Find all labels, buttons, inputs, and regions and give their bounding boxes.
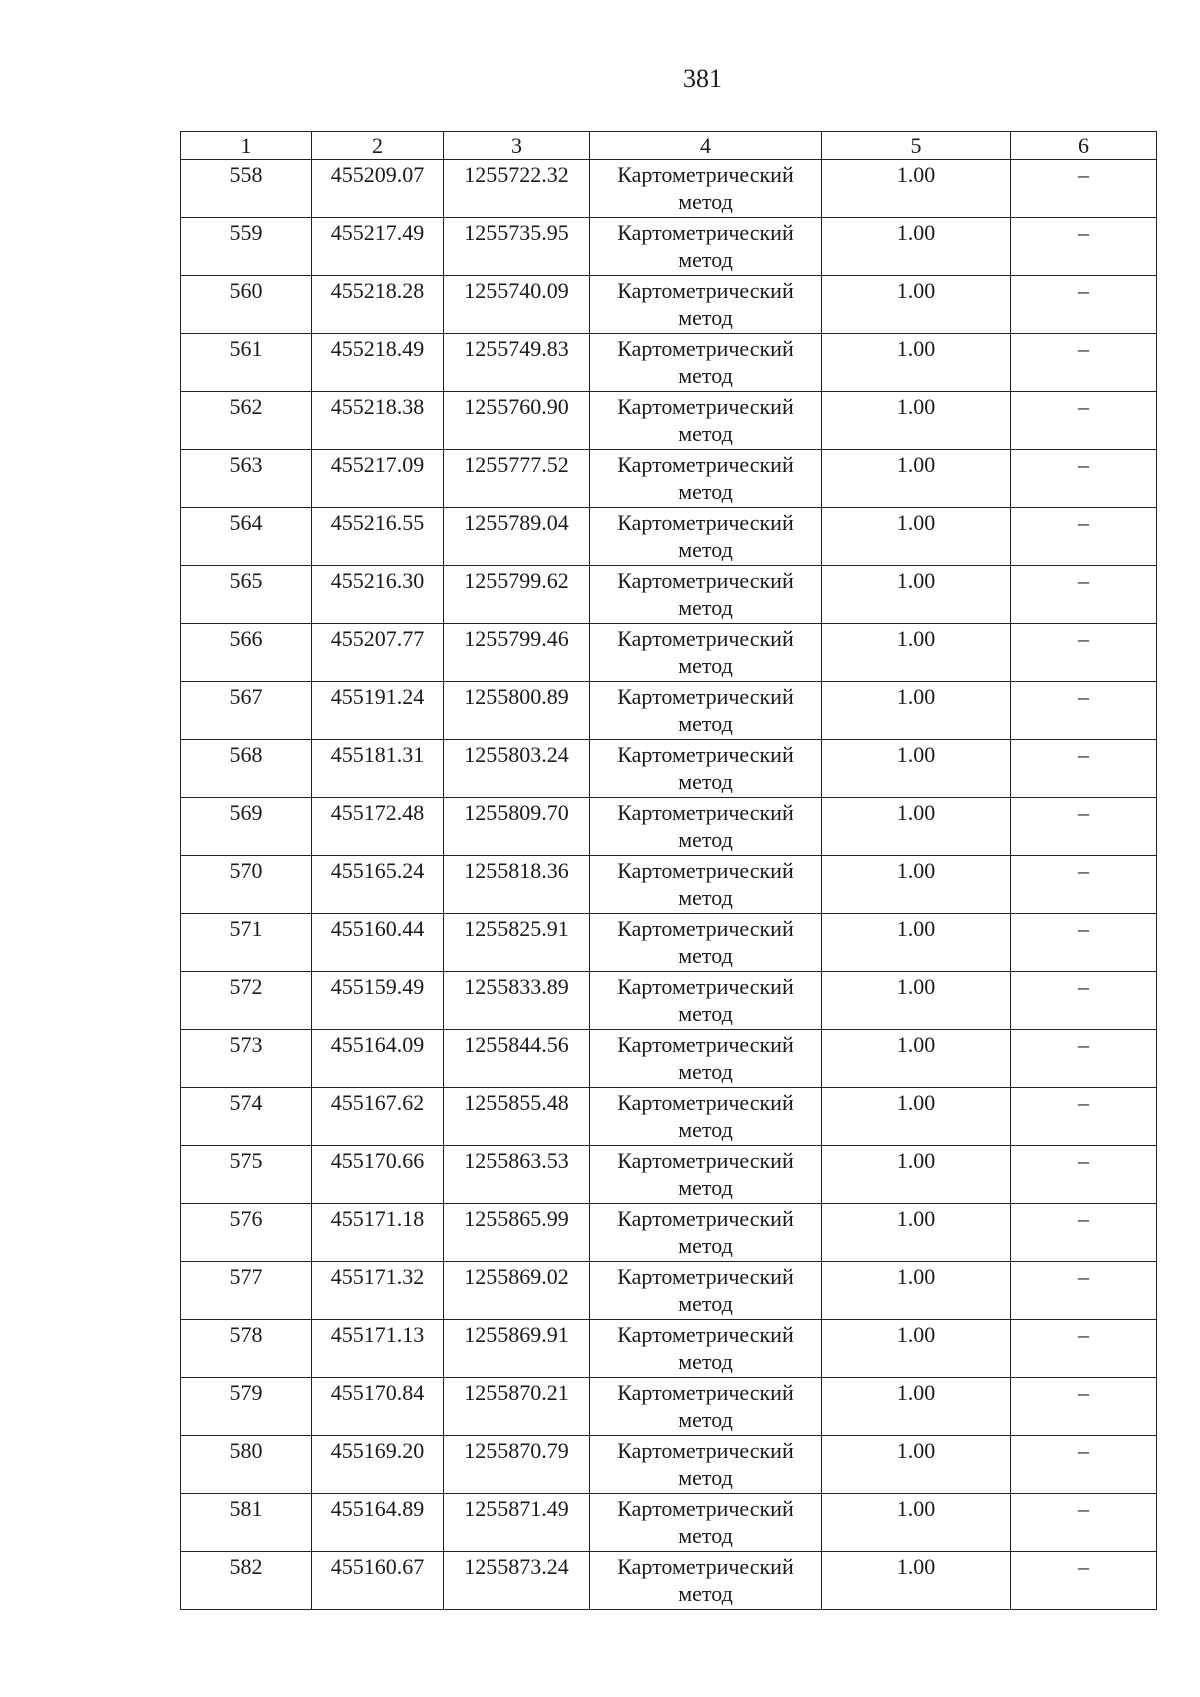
table-row — [181, 740, 1157, 798]
method-line-1: Картометрический — [617, 916, 794, 941]
method-cell — [590, 624, 822, 682]
description-cell: – — [1011, 160, 1157, 218]
method-line-1: Картометрический — [617, 394, 794, 419]
accuracy-cell: 1.00 — [822, 1436, 1011, 1494]
accuracy-cell: 1.00 — [822, 1552, 1011, 1610]
x-coordinate-cell: 455218.49 — [312, 334, 444, 392]
accuracy-cell: 1.00 — [822, 392, 1011, 450]
x-coordinate-cell: 455172.48 — [312, 798, 444, 856]
table-row — [181, 682, 1157, 740]
accuracy-cell: 1.00 — [822, 160, 1011, 218]
description-cell: – — [1011, 566, 1157, 624]
method-line-2: метод — [678, 1523, 733, 1548]
method-cell — [590, 160, 822, 218]
coordinates-table — [180, 131, 1157, 1610]
accuracy-cell: 1.00 — [822, 218, 1011, 276]
method-line-2: метод — [678, 885, 733, 910]
description-cell: – — [1011, 1204, 1157, 1262]
method-cell — [590, 682, 822, 740]
method-line-1: Картометрический — [617, 742, 794, 767]
description-cell: – — [1011, 508, 1157, 566]
table-row — [181, 1494, 1157, 1552]
method-cell — [590, 392, 822, 450]
accuracy-cell: 1.00 — [822, 1088, 1011, 1146]
method-line-1: Картометрический — [617, 1496, 794, 1521]
method-line-1: Картометрический — [617, 858, 794, 883]
column-header: 6 — [1011, 132, 1157, 160]
method-line-1: Картометрический — [617, 1380, 794, 1405]
y-coordinate-cell: 1255825.91 — [444, 914, 590, 972]
description-cell: – — [1011, 1436, 1157, 1494]
method-line-1: Картометрический — [617, 1322, 794, 1347]
method-line-1: Картометрический — [617, 162, 794, 187]
method-cell — [590, 914, 822, 972]
table-row — [181, 276, 1157, 334]
method-line-1: Картометрический — [617, 278, 794, 303]
point-number-cell: 566 — [181, 624, 312, 682]
method-line-1: Картометрический — [617, 1090, 794, 1115]
method-line-2: метод — [678, 247, 733, 272]
table-row — [181, 566, 1157, 624]
accuracy-cell: 1.00 — [822, 1494, 1011, 1552]
description-cell: – — [1011, 450, 1157, 508]
method-line-2: метод — [678, 1291, 733, 1316]
column-header: 2 — [312, 132, 444, 160]
y-coordinate-cell: 1255818.36 — [444, 856, 590, 914]
x-coordinate-cell: 455171.32 — [312, 1262, 444, 1320]
method-cell — [590, 1088, 822, 1146]
table-row — [181, 1552, 1157, 1610]
point-number-cell: 567 — [181, 682, 312, 740]
method-line-1: Картометрический — [617, 1206, 794, 1231]
description-cell: – — [1011, 914, 1157, 972]
x-coordinate-cell: 455164.89 — [312, 1494, 444, 1552]
description-cell: – — [1011, 1146, 1157, 1204]
table-row — [181, 624, 1157, 682]
method-line-2: метод — [678, 305, 733, 330]
table-row — [181, 1088, 1157, 1146]
point-number-cell: 564 — [181, 508, 312, 566]
column-header: 5 — [822, 132, 1011, 160]
x-coordinate-cell: 455170.66 — [312, 1146, 444, 1204]
page-number-text: 381 — [683, 64, 722, 93]
method-cell — [590, 798, 822, 856]
method-line-1: Картометрический — [617, 800, 794, 825]
table-row — [181, 218, 1157, 276]
accuracy-cell: 1.00 — [822, 1204, 1011, 1262]
accuracy-cell: 1.00 — [822, 914, 1011, 972]
description-cell: – — [1011, 1262, 1157, 1320]
x-coordinate-cell: 455181.31 — [312, 740, 444, 798]
y-coordinate-cell: 1255749.83 — [444, 334, 590, 392]
table-row — [181, 1030, 1157, 1088]
point-number-cell: 570 — [181, 856, 312, 914]
point-number-cell: 563 — [181, 450, 312, 508]
point-number-cell: 577 — [181, 1262, 312, 1320]
page-number — [0, 64, 1200, 94]
description-cell: – — [1011, 1378, 1157, 1436]
description-cell: – — [1011, 1494, 1157, 1552]
accuracy-cell: 1.00 — [822, 682, 1011, 740]
accuracy-cell: 1.00 — [822, 1378, 1011, 1436]
method-line-1: Картометрический — [617, 1554, 794, 1579]
x-coordinate-cell: 455216.55 — [312, 508, 444, 566]
method-line-2: метод — [678, 595, 733, 620]
method-line-2: метод — [678, 1581, 733, 1606]
accuracy-cell: 1.00 — [822, 1262, 1011, 1320]
accuracy-cell: 1.00 — [822, 334, 1011, 392]
table-row — [181, 1320, 1157, 1378]
table-row — [181, 1378, 1157, 1436]
y-coordinate-cell: 1255855.48 — [444, 1088, 590, 1146]
table-row — [181, 508, 1157, 566]
point-number-cell: 560 — [181, 276, 312, 334]
method-cell — [590, 566, 822, 624]
x-coordinate-cell: 455209.07 — [312, 160, 444, 218]
point-number-cell: 580 — [181, 1436, 312, 1494]
table-row — [181, 798, 1157, 856]
y-coordinate-cell: 1255865.99 — [444, 1204, 590, 1262]
description-cell: – — [1011, 276, 1157, 334]
method-cell — [590, 334, 822, 392]
method-line-2: метод — [678, 363, 733, 388]
point-number-cell: 568 — [181, 740, 312, 798]
y-coordinate-cell: 1255735.95 — [444, 218, 590, 276]
table-header-row — [181, 132, 1157, 160]
method-cell — [590, 1262, 822, 1320]
description-cell: – — [1011, 334, 1157, 392]
y-coordinate-cell: 1255869.02 — [444, 1262, 590, 1320]
method-line-1: Картометрический — [617, 336, 794, 361]
accuracy-cell: 1.00 — [822, 508, 1011, 566]
method-cell — [590, 276, 822, 334]
method-line-1: Картометрический — [617, 1264, 794, 1289]
column-header: 4 — [590, 132, 822, 160]
description-cell: – — [1011, 972, 1157, 1030]
table-row — [181, 1204, 1157, 1262]
method-cell — [590, 1204, 822, 1262]
method-line-2: метод — [678, 537, 733, 562]
y-coordinate-cell: 1255789.04 — [444, 508, 590, 566]
x-coordinate-cell: 455218.28 — [312, 276, 444, 334]
method-cell — [590, 218, 822, 276]
description-cell: – — [1011, 1088, 1157, 1146]
method-line-1: Картометрический — [617, 1032, 794, 1057]
y-coordinate-cell: 1255777.52 — [444, 450, 590, 508]
point-number-cell: 572 — [181, 972, 312, 1030]
table-row — [181, 450, 1157, 508]
point-number-cell: 565 — [181, 566, 312, 624]
x-coordinate-cell: 455170.84 — [312, 1378, 444, 1436]
method-line-2: метод — [678, 421, 733, 446]
method-line-2: метод — [678, 1175, 733, 1200]
method-line-2: метод — [678, 189, 733, 214]
description-cell: – — [1011, 1552, 1157, 1610]
description-cell: – — [1011, 682, 1157, 740]
accuracy-cell: 1.00 — [822, 972, 1011, 1030]
point-number-cell: 561 — [181, 334, 312, 392]
point-number-cell: 573 — [181, 1030, 312, 1088]
y-coordinate-cell: 1255800.89 — [444, 682, 590, 740]
y-coordinate-cell: 1255870.21 — [444, 1378, 590, 1436]
method-cell — [590, 1436, 822, 1494]
method-cell — [590, 1030, 822, 1088]
y-coordinate-cell: 1255833.89 — [444, 972, 590, 1030]
description-cell: – — [1011, 740, 1157, 798]
x-coordinate-cell: 455191.24 — [312, 682, 444, 740]
y-coordinate-cell: 1255740.09 — [444, 276, 590, 334]
accuracy-cell: 1.00 — [822, 798, 1011, 856]
table-row — [181, 856, 1157, 914]
description-cell: – — [1011, 624, 1157, 682]
point-number-cell: 582 — [181, 1552, 312, 1610]
method-cell — [590, 1320, 822, 1378]
method-line-1: Картометрический — [617, 626, 794, 651]
accuracy-cell: 1.00 — [822, 1320, 1011, 1378]
y-coordinate-cell: 1255760.90 — [444, 392, 590, 450]
point-number-cell: 578 — [181, 1320, 312, 1378]
point-number-cell: 575 — [181, 1146, 312, 1204]
description-cell: – — [1011, 1030, 1157, 1088]
method-cell — [590, 450, 822, 508]
y-coordinate-cell: 1255844.56 — [444, 1030, 590, 1088]
method-line-1: Картометрический — [617, 452, 794, 477]
y-coordinate-cell: 1255722.32 — [444, 160, 590, 218]
method-cell — [590, 856, 822, 914]
point-number-cell: 562 — [181, 392, 312, 450]
x-coordinate-cell: 455216.30 — [312, 566, 444, 624]
point-number-cell: 571 — [181, 914, 312, 972]
method-line-1: Картометрический — [617, 220, 794, 245]
x-coordinate-cell: 455217.09 — [312, 450, 444, 508]
table-row — [181, 160, 1157, 218]
method-line-2: метод — [678, 1059, 733, 1084]
method-cell — [590, 740, 822, 798]
point-number-cell: 559 — [181, 218, 312, 276]
x-coordinate-cell: 455167.62 — [312, 1088, 444, 1146]
table-row — [181, 334, 1157, 392]
method-line-1: Картометрический — [617, 510, 794, 535]
x-coordinate-cell: 455165.24 — [312, 856, 444, 914]
y-coordinate-cell: 1255803.24 — [444, 740, 590, 798]
column-header: 1 — [181, 132, 312, 160]
description-cell: – — [1011, 218, 1157, 276]
table-row — [181, 1262, 1157, 1320]
description-cell: – — [1011, 1320, 1157, 1378]
method-line-1: Картометрический — [617, 1148, 794, 1173]
method-cell — [590, 1552, 822, 1610]
y-coordinate-cell: 1255863.53 — [444, 1146, 590, 1204]
x-coordinate-cell: 455217.49 — [312, 218, 444, 276]
method-line-2: метод — [678, 711, 733, 736]
point-number-cell: 574 — [181, 1088, 312, 1146]
method-cell — [590, 508, 822, 566]
accuracy-cell: 1.00 — [822, 1146, 1011, 1204]
method-line-1: Картометрический — [617, 1438, 794, 1463]
point-number-cell: 579 — [181, 1378, 312, 1436]
method-line-2: метод — [678, 1001, 733, 1026]
point-number-cell: 558 — [181, 160, 312, 218]
method-line-1: Картометрический — [617, 974, 794, 999]
y-coordinate-cell: 1255873.24 — [444, 1552, 590, 1610]
table-row — [181, 392, 1157, 450]
method-line-2: метод — [678, 827, 733, 852]
accuracy-cell: 1.00 — [822, 276, 1011, 334]
y-coordinate-cell: 1255870.79 — [444, 1436, 590, 1494]
method-line-2: метод — [678, 1233, 733, 1258]
y-coordinate-cell: 1255799.46 — [444, 624, 590, 682]
accuracy-cell: 1.00 — [822, 856, 1011, 914]
x-coordinate-cell: 455159.49 — [312, 972, 444, 1030]
point-number-cell: 569 — [181, 798, 312, 856]
x-coordinate-cell: 455169.20 — [312, 1436, 444, 1494]
method-line-1: Картометрический — [617, 684, 794, 709]
accuracy-cell: 1.00 — [822, 624, 1011, 682]
method-line-2: метод — [678, 769, 733, 794]
y-coordinate-cell: 1255869.91 — [444, 1320, 590, 1378]
accuracy-cell: 1.00 — [822, 450, 1011, 508]
method-line-2: метод — [678, 479, 733, 504]
description-cell: – — [1011, 798, 1157, 856]
method-cell — [590, 972, 822, 1030]
description-cell: – — [1011, 856, 1157, 914]
x-coordinate-cell: 455218.38 — [312, 392, 444, 450]
method-line-2: метод — [678, 1407, 733, 1432]
y-coordinate-cell: 1255871.49 — [444, 1494, 590, 1552]
method-line-2: метод — [678, 1465, 733, 1490]
method-line-1: Картометрический — [617, 568, 794, 593]
y-coordinate-cell: 1255799.62 — [444, 566, 590, 624]
x-coordinate-cell: 455171.13 — [312, 1320, 444, 1378]
point-number-cell: 581 — [181, 1494, 312, 1552]
accuracy-cell: 1.00 — [822, 740, 1011, 798]
accuracy-cell: 1.00 — [822, 1030, 1011, 1088]
point-number-cell: 576 — [181, 1204, 312, 1262]
x-coordinate-cell: 455160.67 — [312, 1552, 444, 1610]
x-coordinate-cell: 455160.44 — [312, 914, 444, 972]
x-coordinate-cell: 455171.18 — [312, 1204, 444, 1262]
table-row — [181, 1146, 1157, 1204]
method-line-2: метод — [678, 1117, 733, 1142]
method-cell — [590, 1378, 822, 1436]
method-cell — [590, 1494, 822, 1552]
table-row — [181, 972, 1157, 1030]
table-row — [181, 1436, 1157, 1494]
description-cell: – — [1011, 392, 1157, 450]
x-coordinate-cell: 455164.09 — [312, 1030, 444, 1088]
accuracy-cell: 1.00 — [822, 566, 1011, 624]
method-cell — [590, 1146, 822, 1204]
x-coordinate-cell: 455207.77 — [312, 624, 444, 682]
column-header: 3 — [444, 132, 590, 160]
method-line-2: метод — [678, 653, 733, 678]
method-line-2: метод — [678, 1349, 733, 1374]
table-row — [181, 914, 1157, 972]
method-line-2: метод — [678, 943, 733, 968]
y-coordinate-cell: 1255809.70 — [444, 798, 590, 856]
